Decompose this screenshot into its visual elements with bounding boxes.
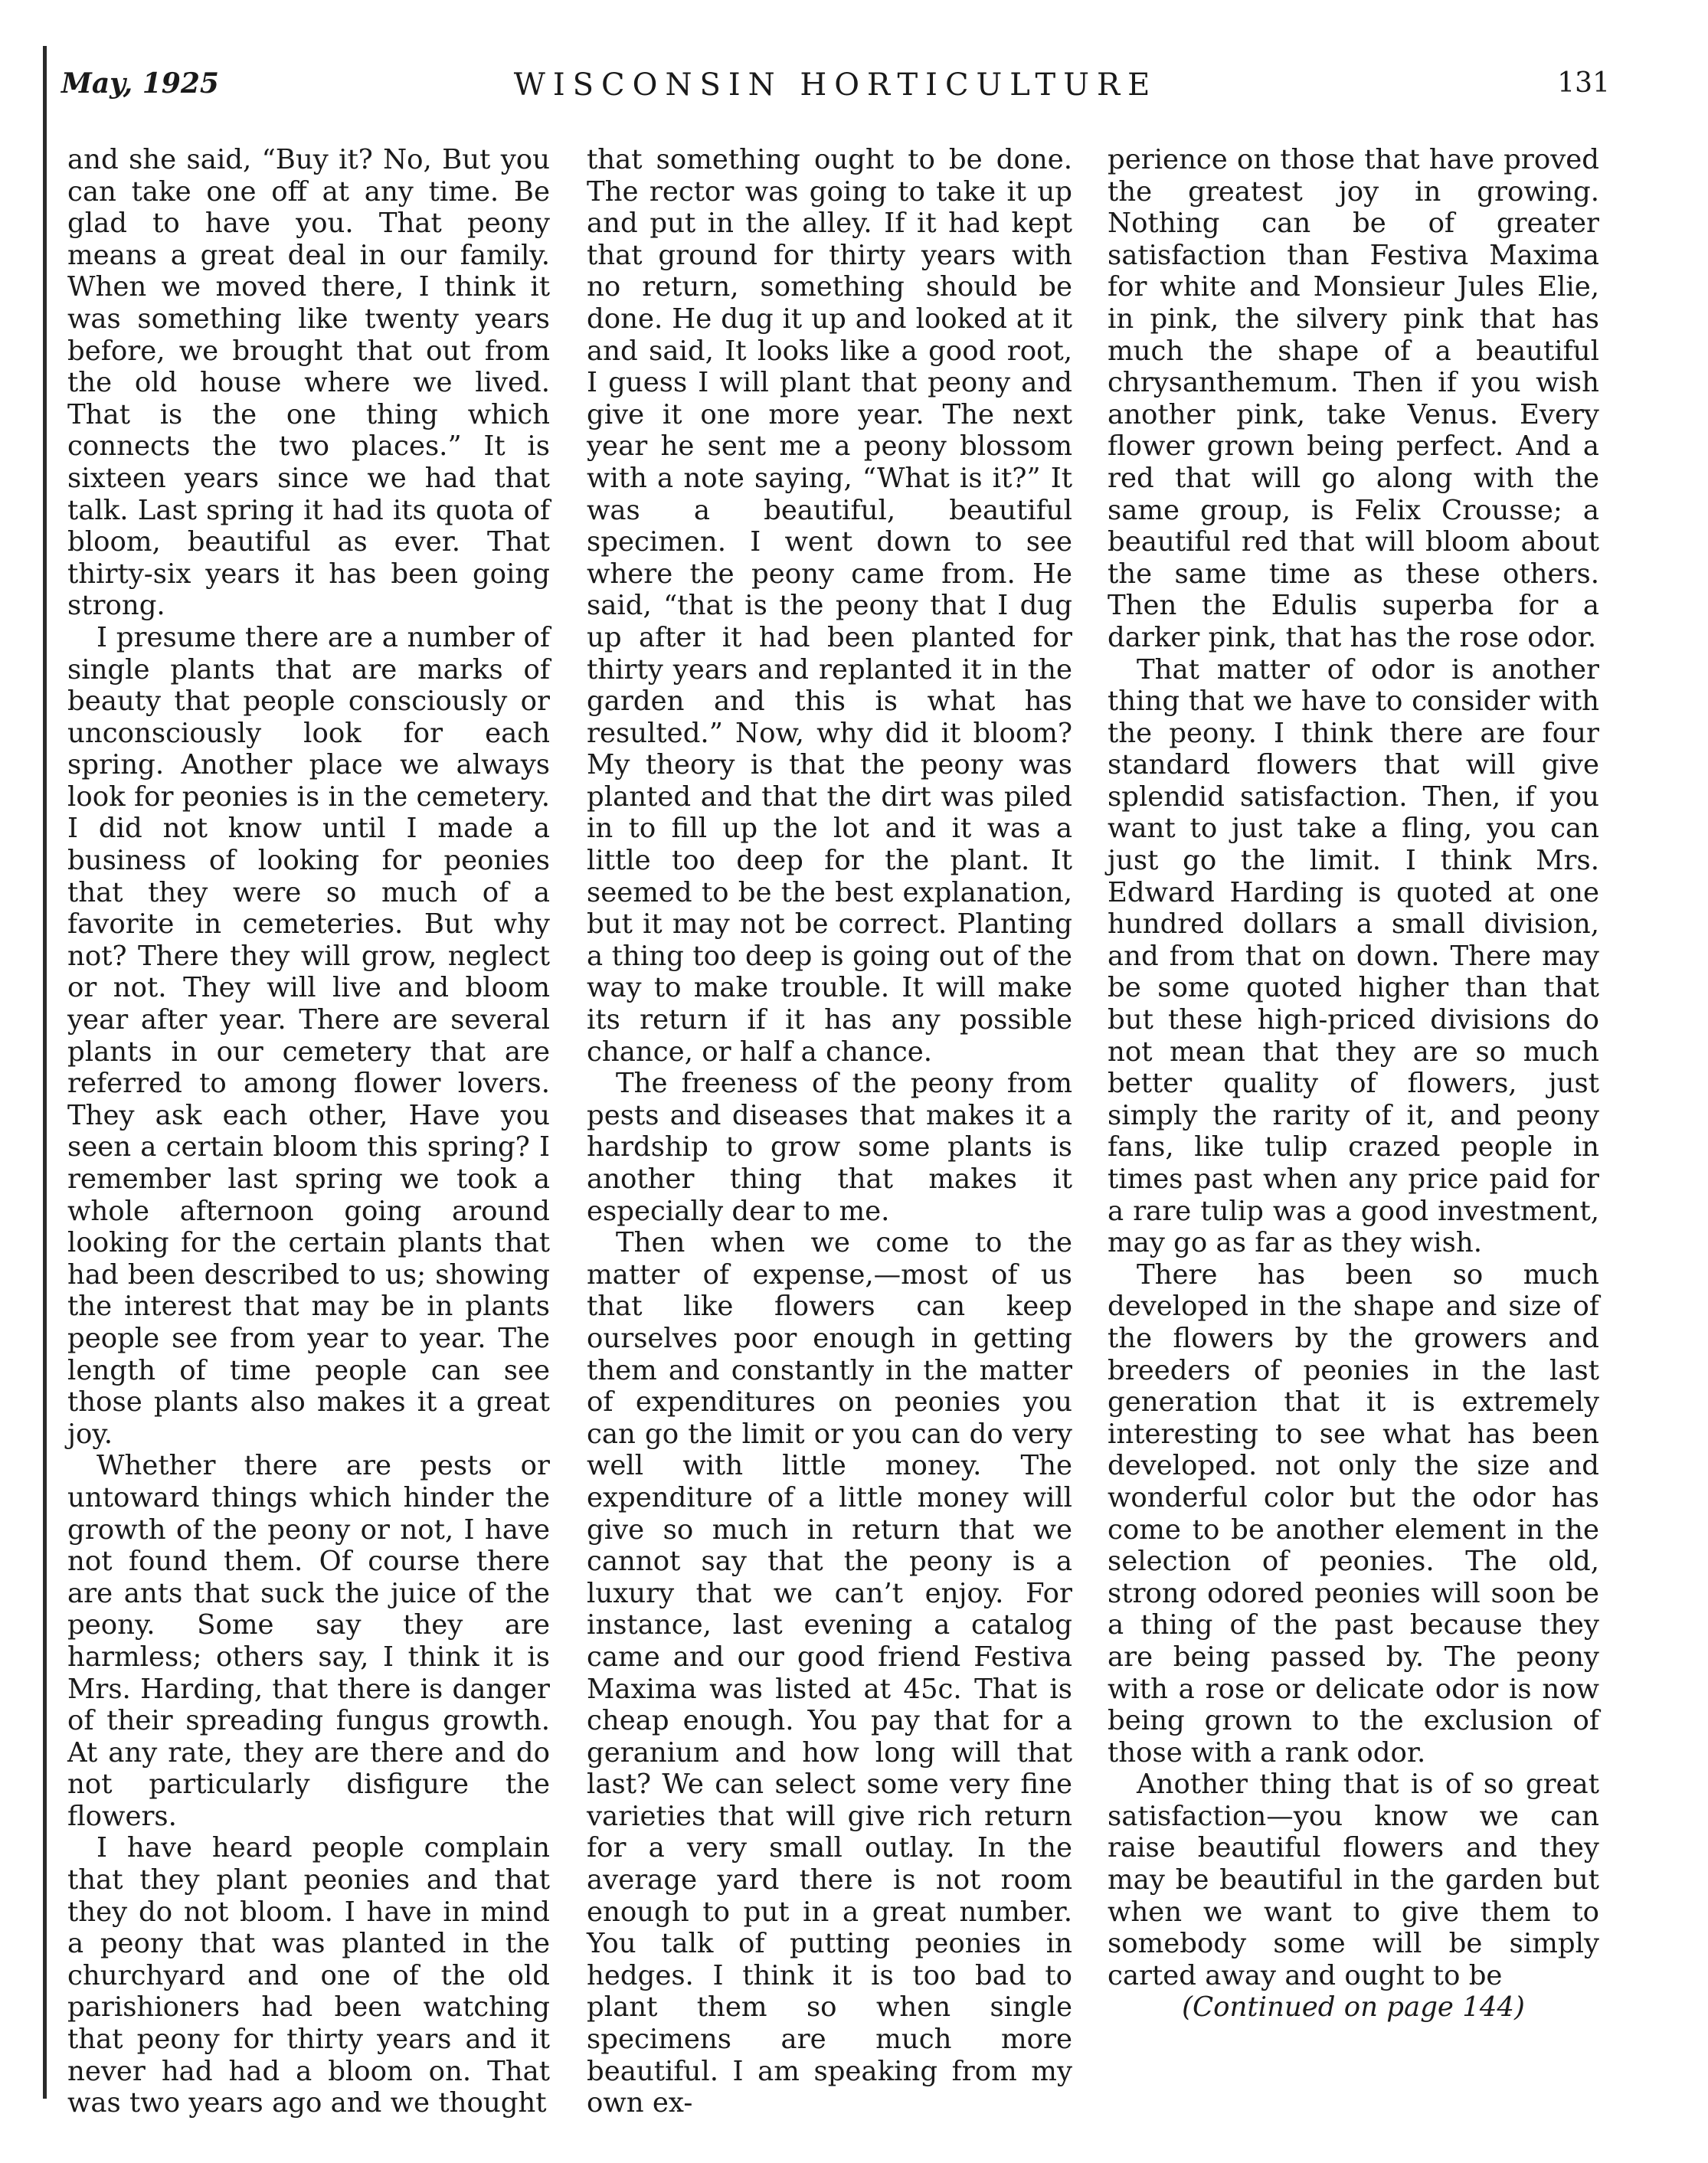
continued-note: (Continued on page 144) (1182, 1991, 1525, 2024)
paragraph: That matter of odor is another thing that we have to consider with the peony. I think there are four standard flowers that will give splendid satisfaction. Then, if you want to just take a fling, you can just go the limit. I think Mrs. Edward Harding is quoted at one hundred dollars a small division, and from that on down. There may be some quoted higher than that but these high-priced divisions do not mean that they are so much better quality of flowers, just simply the rarity of it, and peony fans, like tulip crazed people in times past when any price paid for a rare tulip was a good investment, may go as far as they wish. (1108, 653, 1599, 1259)
running-header (61, 67, 1610, 113)
paragraph: Then when we come to the matter of expense,—most of us that like flowers can keep ourselves poor enough in getting them and constantly in the matter of expenditures on peonies you can go the limit or you can do very well with little money. The expenditure of a little money will give so much in return that we cannot say that the peony is a luxury that we can’t enjoy. For instance, last evening a catalog came and our good friend Festiva Maxima was listed at 45c. That is cheap enough. You pay that for a geranium and how long will that last? We can select some very fine varieties that will give rich return for a very small outlay. In the average yard there is not room enough to put in a great number. You talk of putting peonies in hedges. I think it is too bad to plant them so when single specimens are much more beautiful. I am speaking from my own ex- (587, 1227, 1072, 2119)
paragraph: Whether there are pests or untoward things which hinder the growth of the peony or not, I have not found them. Of course there are ants that suck the juice of the peony. Some say they are harmless; others say, I think it is Mrs. Harding, that there is danger of their spreading fungus growth. At any rate, they are there and do not particularly disfigure the flowers. (67, 1450, 550, 1832)
text-column-3 (1108, 144, 1599, 2024)
binding-edge-rule (43, 46, 47, 2099)
paragraph: The freeness of the peony from pests and diseases that makes it a hardship to grow some plants is another thing that makes it especially dear to me. (587, 1068, 1072, 1227)
header-date: May, 1925 (61, 67, 219, 100)
header-title: WISCONSIN HORTICULTURE (513, 67, 1158, 103)
paragraph: Another thing that is of so great satisfaction—you know we can raise beautiful flowers and they may be beautiful in the garden but when we want to give them to somebody some will be simply carted away and ought to be (1108, 1769, 1599, 1991)
paragraph: I presume there are a number of single plants that are marks of beauty that people consciously or unconsciously look for each spring. Another place we always look for peonies is in the cemetery. I did not know until I made a business of looking for peonies that they were so much of a favorite in cemeteries. But why not? There they will grow, neglect or not. They will live and bloom year after year. There are several plants in our cemetery that are referred to among flower lovers. They ask each other, Have you seen a certain bloom this spring? I remember last spring we took a whole afternoon going around looking for the certain plants that had been described to us; showing the interest that may be in plants people see from year to year. The length of time people can see those plants also makes it a great joy. (67, 621, 550, 1450)
text-column-2 (587, 144, 1072, 2119)
paragraph: that something ought to be done. The rector was going to take it up and put in the alley. If it had kept that ground for thirty years with no return, something should be done. He dug it up and looked at it and said, It looks like a good root, I guess I will plant that peony and give it one more year. The next year he sent me a peony blossom with a note saying, “What is it?” It was a beautiful, beautiful specimen. I went down to see where the peony came from. He said, “that is the peony that I dug up after it had been planted for thirty years and replanted it in the garden and this is what has resulted.” Now, why did it bloom? My theory is that the peony was planted and that the dirt was piled in to fill up the lot and it was a little too deep for the plant. It seemed to be the best explanation, but it may not be correct. Planting a thing too deep is going out of the way to make trouble. It will make its return if it has any possible chance, or half a chance. (587, 144, 1072, 1068)
text-column-1 (67, 144, 550, 2119)
paragraph: perience on those that have proved the greatest joy in growing. Nothing can be of greater satisfaction than Festiva Maxima for white and Monsieur Jules Elie, in pink, the silvery pink that has much the shape of a beautiful chrysanthemum. Then if you wish another pink, take Venus. Every flower grown being perfect. And a red that will go along with the same group, is Felix Crousse; a beautiful red that will bloom about the same time as these others. Then the Edulis superba for a darker pink, that has the rose odor. (1108, 144, 1599, 653)
paragraph: and she said, “Buy it? No, But you can take one off at any time. Be glad to have you. That peony means a great deal in our family. When we moved there, I think it was something like twenty years before, we brought that out from the old house where we lived. That is the one thing which connects the two places.” It is sixteen years since we had that talk. Last spring it had its quota of bloom, beautiful as ever. That thirty-six years it has been going strong. (67, 144, 550, 622)
paragraph: I have heard people complain that they plant peonies and that they do not bloom. I have in mind a peony that was planted in the churchyard and one of the old parishioners had been watching that peony for thirty years and it never had had a bloom on. That was two years ago and we thought (67, 1832, 550, 2119)
page-number: 131 (1557, 67, 1610, 99)
paragraph: There has been so much developed in the shape and size of the flowers by the growers and breeders of peonies in the last generation that it is extremely interesting to see what has been developed. not only the size and wonderful color but the odor has come to be another element in the selection of peonies. The old, strong odored peonies will soon be a thing of the past because they are being passed by. The peony with a rose or delicate odor is now being grown to the exclusion of those with a rank odor. (1108, 1258, 1599, 1769)
